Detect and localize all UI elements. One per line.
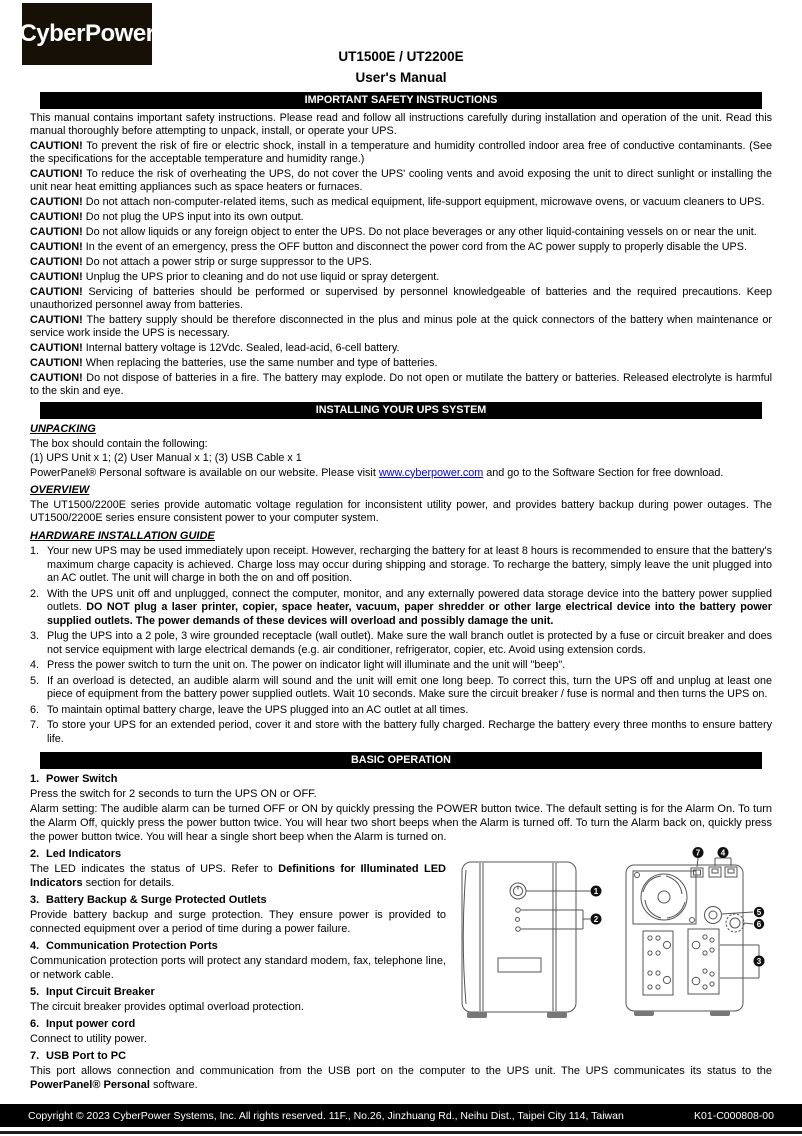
ups-back-view-drawing bbox=[626, 858, 759, 1016]
hardware-steps-list bbox=[30, 545, 772, 746]
basic-item-title-circuit-breaker: 5. Input Circuit Breaker bbox=[30, 986, 155, 998]
callout-badge-5 bbox=[754, 907, 764, 917]
input-power-connector-icon bbox=[705, 907, 722, 924]
unpacking-line: The box should contain the following: bbox=[30, 437, 208, 450]
basic-operation-section bbox=[30, 752, 772, 1092]
page-footer bbox=[0, 1104, 802, 1127]
hardware-step: 5. If an overload is detected, an audible alarm will sound and the unit will emit one long beep. To correct this, turn the UPS off and unplug at least one piece of equipment from the battery power supplied outlets. Wait 10 seconds. Make sure the circuit breaker / fuse is normal and then turns the UPS on. bbox=[30, 674, 772, 700]
ups-diagrams bbox=[454, 846, 774, 1024]
comm-ports-text: Communication protection ports will protect any standard modem, fax, telephone line, or network cable. bbox=[30, 955, 446, 981]
svg-text:5: 5 bbox=[756, 908, 762, 917]
basic-item-title-outlets: 3. Battery Backup & Surge Protected Outlets bbox=[30, 894, 267, 906]
svg-text:2: 2 bbox=[593, 915, 599, 924]
led-indicator-icon bbox=[516, 908, 521, 913]
usb-port-icon bbox=[691, 868, 703, 877]
page-bottom-rule bbox=[0, 1131, 802, 1134]
hardware-step: 4. Press the power switch to turn the unit on. The power on indicator light will illuminate and the unit will "beep". bbox=[30, 659, 566, 671]
basic-left-column bbox=[30, 847, 446, 1046]
led-indicator-icon bbox=[516, 918, 520, 922]
hardware-step: 2. With the UPS unit off and unplugged, connect the computer, monitor, and any externally powered data storage device into the battery power supplied outlets. DO NOT plug a laser printer, copier, space heater, vacuum, paper shredder or other large electrical device into the battery power supplied outlets. The power demands of these devices will overload and possibly damage the unit. bbox=[30, 587, 772, 627]
installing-section bbox=[30, 423, 772, 746]
hardware-guide-heading: HARDWARE INSTALLATION GUIDE bbox=[30, 529, 215, 542]
caution-paragraph: CAUTION! Servicing of batteries should be performed or supervised by personnel knowledgeable of batteries and the required precautions. Keep unauthorized personnel away from batteries. bbox=[30, 286, 773, 311]
basic-item-title-comm-ports: 4. Communication Protection Ports bbox=[30, 940, 218, 952]
overview-text: The UT1500/2200E series provide automatic voltage regulation for inconsistent utility power, and provides battery backup during power outages. The UT1500/2200E series ensure consistent power to your computer system. bbox=[30, 498, 772, 524]
cyberpower-logo-text: CyberPower bbox=[19, 20, 155, 47]
cyberpower-website-link[interactable]: www.cyberpower.com bbox=[378, 466, 484, 479]
caution-paragraph: CAUTION! Internal battery voltage is 12Vdc. Sealed, lead-acid, 6-cell battery. bbox=[30, 342, 400, 354]
section-header-installing: INSTALLING YOUR UPS SYSTEM bbox=[40, 402, 762, 419]
callout-badge-2 bbox=[591, 914, 602, 925]
basic-item-title-power-switch: 1. Power Switch bbox=[30, 773, 118, 785]
basic-item-title-usb-port: 7. USB Port to PC bbox=[30, 1050, 127, 1062]
power-switch-text: Press the switch for 2 seconds to turn the UPS ON or OFF. bbox=[30, 788, 317, 800]
front-label-plate bbox=[498, 958, 541, 972]
alarm-setting-text: Alarm setting: The audible alarm can be turned OFF or ON by quickly pressing the POWER button twice. The default setting is for the Alarm On. To turn the Alarm Off, quickly press the power button twice. You will hear two short beeps when the Alarm is turned off. To turn the Alarm back on, quickly press the power button twice. You will hear a single short beep when the Alarm is turned on. bbox=[30, 803, 772, 843]
led-indicators-text: The LED indicates the status of UPS. Refer to Definitions for Illuminated LED Indicators section for details. bbox=[30, 863, 446, 889]
safety-intro: This manual contains important safety instructions. Please read and follow all instructions carefully during installation and operation of the unit. Read this manual thoroughly before attempting to unpack, install, or operate your UPS. bbox=[30, 112, 772, 137]
overview-heading: OVERVIEW bbox=[30, 484, 90, 496]
basic-item-title-led: 2. Led Indicators bbox=[30, 848, 122, 860]
caution-paragraph: CAUTION! To prevent the risk of fire or electric shock, install in a temperature and humidity controlled indoor area free of conductive contaminants. (See the specifications for the acceptable temperature and humidity range.) bbox=[30, 140, 772, 165]
software-line: PowerPanel® Personal software is available on our website. Please visit www.cyberpower.com and go to the Software Section for free download. bbox=[30, 466, 724, 479]
section-header-safety: IMPORTANT SAFETY INSTRUCTIONS bbox=[40, 92, 762, 109]
caution-paragraph: CAUTION! The battery supply should be therefore disconnected in the plus and minus pole at the quick connectors of the battery when maintenance or service work inside the UPS is necessary. bbox=[30, 314, 772, 339]
callout-badge-1 bbox=[591, 886, 602, 897]
caution-paragraph: CAUTION! Do not plug the UPS input into its own output. bbox=[30, 211, 304, 223]
circuit-breaker-icon bbox=[726, 914, 744, 932]
callout-badge-4 bbox=[718, 847, 729, 858]
usb-port-text: This port allows connection and communication from the USB port on the computer to the UPS unit. The UPS communicates its status to the PowerPanel® Personal software. bbox=[30, 1065, 772, 1091]
caution-paragraph: CAUTION! Unplug the UPS prior to cleaning and do not use liquid or spray detergent. bbox=[30, 271, 440, 283]
caution-paragraph: CAUTION! Do not attach a power strip or surge suppressor to the UPS. bbox=[30, 256, 373, 268]
power-button-icon bbox=[510, 883, 526, 899]
hardware-step: 1. Your new UPS may be used immediately upon receipt. However, recharging the battery for at least 8 hours is recommended to ensure that the battery's maximum charge capacity is achieved. Charge loss may occur during shipping and storage. To recharge the battery, simply leave the unit plugged into an AC outlet. The unit will charge in both the on and off position. bbox=[30, 545, 772, 584]
hardware-step: 7. To store your UPS for an extended period, cover it and store with the battery fully charged. Recharge the battery every three months to ensure battery life. bbox=[30, 719, 772, 745]
caution-paragraph: CAUTION! Do not attach non-computer-related items, such as medical equipment, life-support equipment, microwave ovens, or vacuum cleaners to UPS. bbox=[30, 196, 765, 208]
led-indicator-icon bbox=[516, 927, 521, 932]
svg-text:1: 1 bbox=[593, 887, 599, 896]
footer-doc-number: K01-C000808-00 bbox=[694, 1109, 774, 1122]
caution-paragraph: CAUTION! To reduce the risk of overheating the UPS, do not cover the UPS' cooling vents and avoid exposing the unit to direct sunlight or installing the unit near heat emitting appliances such as space heaters or furnaces. bbox=[30, 168, 773, 193]
caution-paragraph: CAUTION! Do not dispose of batteries in a fire. The battery may explode. Do not open or mutilate the battery or batteries. Released electrolyte is harmful to the skin and eye. bbox=[30, 372, 772, 397]
hardware-step: 6. To maintain optimal battery charge, leave the UPS plugged into an AC outlet at all times. bbox=[30, 703, 469, 716]
footer-copyright: Copyright © 2023 CyberPower Systems, Inc. All rights reserved. 11F., No.26, Jinzhuang Rd., Neihu Dist., Taipei City 114, Taiwan bbox=[28, 1109, 624, 1122]
power-cord-text: Connect to utility power. bbox=[30, 1033, 147, 1045]
unpacking-line: (1) UPS Unit x 1; (2) User Manual x 1; (3) USB Cable x 1 bbox=[30, 452, 302, 464]
svg-text:3: 3 bbox=[756, 957, 762, 966]
safety-section bbox=[30, 112, 772, 398]
caution-paragraph: CAUTION! In the event of an emergency, press the OFF button and disconnect the power cord from the AC power supply to properly disable the UPS. bbox=[30, 241, 747, 253]
basic-item-title-power-cord: 6. Input power cord bbox=[30, 1018, 136, 1030]
svg-text:7: 7 bbox=[695, 848, 701, 858]
svg-text:4: 4 bbox=[720, 848, 726, 858]
caution-paragraph: CAUTION! When replacing the batteries, use the same number and type of batteries. bbox=[30, 357, 438, 369]
section-header-basic: BASIC OPERATION bbox=[40, 752, 762, 769]
ups-front-view-drawing bbox=[462, 862, 590, 1018]
callout-badge-7 bbox=[693, 847, 704, 858]
outlets-text: Provide battery backup and surge protection. They ensure power is provided to connected equipment over a period of time during a power failure. bbox=[30, 909, 446, 935]
manual-title: User's Manual bbox=[355, 70, 447, 85]
caution-paragraph: CAUTION! Do not allow liquids or any foreign object to enter the UPS. Do not place beverages or any other liquid-containing vessels on or near the unit. bbox=[30, 226, 757, 238]
hardware-step: 3. Plug the UPS into a 2 pole, 3 wire grounded receptacle (wall outlet). Make sure the wall branch outlet is protected by a fuse or circuit breaker and does not service equipment with large electrical demands (e.g. air conditioner, refrigerator, copier, etc. Avoid using extension cords. bbox=[30, 630, 772, 656]
circuit-breaker-text: The circuit breaker provides optimal overload protection. bbox=[30, 1001, 304, 1013]
callout-badge-3 bbox=[754, 956, 765, 967]
svg-text:6: 6 bbox=[756, 920, 762, 929]
page-header bbox=[19, 0, 772, 92]
model-title: UT1500E / UT2200E bbox=[338, 49, 464, 64]
callout-badge-6 bbox=[754, 919, 764, 929]
unpacking-heading: UNPACKING bbox=[30, 423, 96, 435]
